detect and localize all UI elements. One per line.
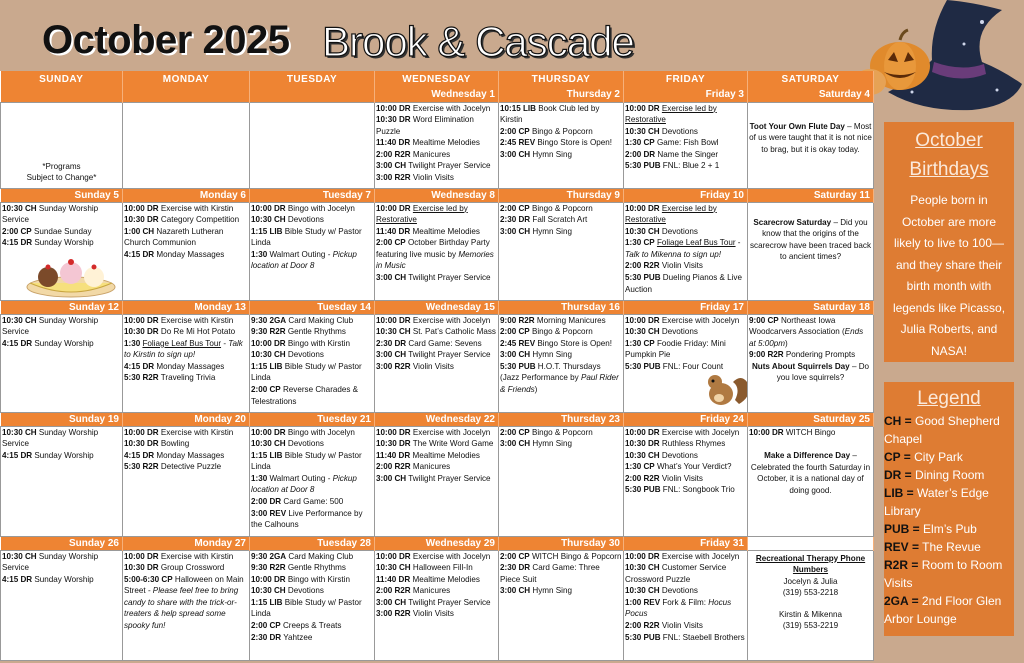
weekday-monday: MONDAY (123, 71, 250, 88)
day-cell-mon-27 (123, 550, 250, 660)
event: 10:30 CH Sunday Worship Service (2, 427, 99, 449)
week-4-content-row (1, 426, 874, 536)
date-label: Tuesday 14 (250, 300, 375, 314)
event: 3:00 CH Hymn Sing (500, 586, 572, 596)
week-3-content-row (1, 314, 874, 412)
day-cell-sat-25 (748, 426, 874, 536)
event: 5:30 PUB FNL: Blue 2 + 1 (625, 161, 720, 171)
date-label: Tuesday 7 (250, 188, 375, 202)
legend-item: CH = Good Shepherd Chapel (884, 414, 1000, 446)
witch-hat-pumpkin-decoration (852, 0, 1024, 118)
date-label: Wednesday 8 (375, 188, 499, 202)
event: 1:30 Walmart Outing - Pickup location at Door 8 (251, 473, 357, 495)
event: 2:00 CP Bingo & Popcorn (500, 427, 593, 437)
date-label: Sunday 19 (1, 412, 123, 426)
day-cell-wed-29 (375, 550, 499, 660)
event: 9:30 R2R Gentle Rhythms (251, 563, 346, 573)
event: 2:00 CP WITCH Bingo & Popcorn (500, 551, 622, 561)
event: 3:00 R2R Violin Visits (376, 609, 454, 619)
day-cell-mon-20 (123, 426, 250, 536)
date-label (250, 88, 375, 102)
week-2-date-row (1, 188, 874, 202)
day-cell-thu-9 (499, 202, 624, 300)
legend-title: Legend (917, 388, 981, 409)
day-cell-fri-24 (624, 426, 748, 536)
event: 10:30 DR Category Competition (124, 215, 240, 225)
event: 10:00 DR Bingo with Kirstin (251, 338, 350, 348)
day-cell-tue-28 (250, 550, 375, 660)
event: 9:00 CP Northeast Iowa Woodcarvers Association (Ends at 5:00pm) (749, 315, 864, 348)
event: 2:00 CP Reverse Charades & Telestrations (251, 385, 359, 406)
event: 10:30 DR Do Re Mi Hot Potato (124, 327, 236, 337)
event: 9:30 2GA Card Making Club (251, 315, 354, 325)
date-label: Sunday 5 (1, 188, 123, 202)
event: 10:15 LIB Book Club led by Kirstin (500, 103, 600, 125)
event: 2:00 R2R Violin Visits (625, 261, 703, 271)
event: 1:00 REV Fork & Film: Hocus Pocus (625, 597, 732, 619)
date-label: Friday 17 (624, 300, 748, 314)
week-5-content-row (1, 550, 874, 660)
legend-item: R2R = Room to Room Visits (884, 558, 1003, 590)
banana-split-sundae-icon (24, 253, 118, 299)
event: 3:00 CH Twilight Prayer Service (376, 597, 491, 607)
event: 10:30 CH Devotions (251, 586, 324, 596)
event: 10:00 DR Bingo with Jocelyn (251, 427, 355, 437)
day-cell-empty (250, 102, 375, 188)
day-cell-mon-6 (123, 202, 250, 300)
day-cell-fri-10 (624, 202, 748, 300)
date-label: Thursday 16 (499, 300, 624, 314)
date-label: Saturday 25 (748, 412, 874, 426)
calendar-grid (0, 71, 874, 661)
event: 4:15 DR Sunday Worship (2, 574, 94, 584)
legend-item: LIB = Water’s Edge Library (884, 486, 989, 518)
event: 10:30 CH Devotions (625, 586, 698, 596)
date-label: Saturday 11 (748, 188, 874, 202)
event: 10:00 DR Bingo with Kirstin (251, 574, 350, 584)
event: 10:00 DR Exercise with Jocelyn (625, 427, 740, 437)
weekday-wednesday: WEDNESDAY (375, 71, 499, 88)
event: 10:00 DR Exercise with Kirstin (124, 315, 234, 325)
event: 10:30 DR The Write Word Game (376, 439, 494, 449)
event: 11:40 DR Mealtime Melodies (376, 138, 480, 148)
date-label: Friday 10 (624, 188, 748, 202)
event: 10:00 DR Exercise with Kirstin (124, 427, 234, 437)
day-cell-thu-16 (499, 314, 624, 412)
event: 10:30 CH Customer Service Crossword Puzzle (625, 563, 727, 584)
event: 4:15 DR Monday Massages (124, 450, 225, 460)
event: 1:15 LIB Bible Study w/ Pastor Linda (251, 450, 362, 472)
weekday-friday: FRIDAY (624, 71, 748, 88)
date-label: Friday 3 (624, 88, 748, 102)
birthdays-title: October Birthdays (909, 130, 989, 180)
day-cell-wed-22 (375, 426, 499, 536)
day-cell-sun-19 (1, 426, 123, 536)
date-label: Tuesday 21 (250, 412, 375, 426)
event: 3:00 CH Twilight Prayer Service (376, 350, 491, 360)
date-label (123, 88, 250, 102)
event: 10:00 DR Exercise led by Restorative (625, 103, 717, 125)
event: 2:45 REV Bingo Store is Open! (500, 138, 613, 148)
day-cell-empty (123, 102, 250, 188)
event: 10:00 DR Exercise with Kirstin (124, 551, 234, 561)
day-cell-thu-2 (499, 102, 624, 188)
event: 5:30 R2R Traveling Trivia (124, 373, 216, 383)
contact-names: Jocelyn & Julia (783, 576, 838, 586)
event: 5:30 PUB Dueling Pianos & Live Auction (625, 273, 742, 294)
event: 10:00 DR Exercise with Jocelyn (625, 315, 740, 325)
event: 4:15 DR Sunday Worship (2, 238, 94, 248)
day-cell-tue-21 (250, 426, 375, 536)
therapy-phone-numbers (748, 550, 874, 660)
legend-item: PUB = Elm’s Pub (884, 522, 977, 536)
event: 9:00 R2R Morning Manicures (500, 315, 606, 325)
event: 1:30 CP Foliage Leaf Bus Tour - Talk to Mikenna to sign up! (625, 238, 741, 259)
event: 3:00 CH Hymn Sing (500, 439, 572, 449)
event: 11:40 DR Mealtime Melodies (376, 226, 480, 236)
event: 11:40 DR Mealtime Melodies (376, 574, 480, 584)
day-cell-wed-15 (375, 314, 499, 412)
event: 3:00 CH Twilight Prayer Service (376, 473, 491, 483)
week-5-date-row (1, 536, 874, 550)
date-label: Monday 20 (123, 412, 250, 426)
date-label: Thursday 9 (499, 188, 624, 202)
event: 9:00 R2R Pondering Prompts (749, 350, 856, 360)
event: 3:00 CH Twilight Prayer Service (376, 273, 491, 283)
special-day-note: Toot Your Own Flute Day – Most of us were taught that it is not nice to brag, but it is okay today. (749, 121, 872, 154)
event: 1:00 CH Nazareth Lutheran Church Communion (124, 226, 224, 248)
contact-names: Kirstin & Mikenna (779, 609, 842, 619)
event: 10:00 DR Exercise with Jocelyn (376, 551, 491, 561)
week-1-content-row (1, 102, 874, 188)
event: 1:15 LIB Bible Study w/ Pastor Linda (251, 226, 362, 248)
date-label (748, 536, 874, 550)
event: 2:00 CP Bingo & Popcorn (500, 126, 593, 136)
event: 1:30 Walmart Outing - Pickup location at Door 8 (251, 249, 357, 271)
event: 4:15 DR Monday Massages (124, 361, 225, 371)
event: 10:00 DR Exercise with Jocelyn (376, 103, 491, 113)
day-cell-sun-12 (1, 314, 123, 412)
day-cell-sat-11 (748, 202, 874, 300)
event: 1:15 LIB Bible Study w/ Pastor Linda (251, 361, 362, 383)
programs-note: *Programs Subject to Change* (26, 161, 97, 183)
event: 10:00 DR Exercise with Jocelyn (625, 551, 740, 561)
event: 1:30 CP Foodie Friday: Mini Pumpkin Pie (625, 338, 726, 360)
calendar-month-title: October 2025 (42, 18, 290, 62)
event: 10:30 DR Bowling (124, 439, 190, 449)
weekday-sunday: SUNDAY (1, 71, 123, 88)
day-cell-tue-7 (250, 202, 375, 300)
date-label: Tuesday 28 (250, 536, 375, 550)
event: 3:00 CH Twilight Prayer Service (376, 161, 491, 171)
date-label: Wednesday 1 (375, 88, 499, 102)
week-1-date-row (1, 88, 874, 102)
weekday-header-row (1, 71, 874, 88)
legend-item: CP = City Park (884, 450, 963, 464)
event: 10:30 CH Devotions (625, 450, 698, 460)
date-label: Wednesday 15 (375, 300, 499, 314)
event: 10:00 DR WITCH Bingo (749, 427, 836, 437)
date-label: Thursday 30 (499, 536, 624, 550)
phone-number: (319) 553-2219 (782, 621, 839, 631)
phone-number: (319) 553-2218 (782, 588, 839, 598)
event: 2:30 DR Yahtzee (251, 632, 313, 642)
week-3-date-row (1, 300, 874, 314)
event: 10:30 CH Devotions (251, 215, 324, 225)
event: 2:00 R2R Violin Visits (625, 621, 703, 631)
day-cell-thu-23 (499, 426, 624, 536)
event: 4:15 DR Sunday Worship (2, 338, 94, 348)
date-label: Saturday 18 (748, 300, 874, 314)
date-label: Friday 31 (624, 536, 748, 550)
day-cell-empty (1, 102, 123, 188)
event: 2:00 CP Sundae Sunday (2, 226, 92, 236)
date-label: Sunday 26 (1, 536, 123, 550)
date-label: Monday 13 (123, 300, 250, 314)
event: 3:00 CH Hymn Sing (500, 350, 572, 360)
event: 2:00 R2R Manicures (376, 586, 451, 596)
event: 10:30 DR Group Crossword (124, 563, 225, 573)
special-day-note: Scarecrow Saturday – Did you know that the origins of the scarecrow have been traced back to ancient times? (749, 217, 872, 262)
event: 10:30 CH Devotions (251, 439, 324, 449)
event: 4:15 DR Monday Massages (124, 249, 225, 259)
event: 5:30 PUB FNL: Staebell Brothers (625, 632, 745, 642)
event: 10:30 DR Ruthless Rhymes (625, 439, 726, 449)
event: 10:00 DR Exercise with Jocelyn (376, 427, 491, 437)
event: 2:45 REV Bingo Store is Open! (500, 338, 613, 348)
event: 10:30 CH Sunday Worship Service (2, 203, 99, 225)
event: 4:15 DR Sunday Worship (2, 450, 94, 460)
event: 2:00 CP Bingo & Popcorn (500, 203, 593, 213)
week-2-content-row (1, 202, 874, 300)
event: 10:30 CH Halloween Fill-In (376, 563, 473, 573)
weekday-tuesday: TUESDAY (250, 71, 375, 88)
event: 5:30 PUB FNL: Four Count (625, 361, 724, 371)
event: 10:30 CH St. Pat’s Catholic Mass (376, 327, 496, 337)
event: 10:30 CH Sunday Worship Service (2, 315, 99, 337)
day-cell-tue-14 (250, 314, 375, 412)
day-cell-sun-26 (1, 550, 123, 660)
event: 1:30 CP Game: Fish Bowl (625, 138, 719, 148)
day-cell-sun-5 (1, 202, 123, 300)
date-label: Wednesday 22 (375, 412, 499, 426)
event: 10:30 DR Word Elimination Puzzle (376, 115, 474, 136)
event: 1:30 Foliage Leaf Bus Tour - Talk to Kirstin to sign up! (124, 338, 243, 360)
event: 2:30 DR Card Game: Three Piece Suit (500, 563, 600, 584)
event: 5:30 PUB H.O.T. Thursdays (Jazz Performance by Paul Rider & Friends) (500, 361, 619, 395)
event: 3:00 CH Hymn Sing (500, 226, 572, 236)
day-cell-fri-31 (624, 550, 748, 660)
event: 10:00 DR Bingo with Jocelyn (251, 203, 355, 213)
event: 2:00 R2R Violin Visits (625, 473, 703, 483)
event: 10:30 CH Sunday Worship Service (2, 551, 99, 573)
event: 2:00 CP October Birthday Party featuring live music by Memories in Music (376, 238, 494, 271)
date-label: Friday 24 (624, 412, 748, 426)
event: 10:00 DR Exercise led by Restorative (376, 203, 468, 225)
event: 2:00 R2R Manicures (376, 462, 451, 472)
date-label: Monday 6 (123, 188, 250, 202)
event: 10:30 CH Devotions (625, 226, 698, 236)
date-label: Monday 27 (123, 536, 250, 550)
event: 2:00 CP Bingo & Popcorn (500, 327, 593, 337)
event: 10:00 DR Exercise with Kirstin (124, 203, 234, 213)
event: 3:00 CH Hymn Sing (500, 149, 572, 159)
special-day-note: Nuts About Squirrels Day – Do you love squirrels? (751, 361, 870, 383)
event: 10:00 DR Exercise with Jocelyn (376, 315, 491, 325)
event: 9:30 2GA Card Making Club (251, 551, 354, 561)
weekday-thursday: THURSDAY (499, 71, 624, 88)
event: 1:30 CP What’s Your Verdict? (625, 462, 732, 472)
event: 5:00-6:30 CP Halloween on Main Street - Please feel free to bring candy to share with the trick-or-treaters & help spread some spooky fun! (124, 574, 244, 631)
community-name: Brook & Cascade (322, 18, 634, 65)
event: 2:00 CP Creeps & Treats (251, 621, 342, 631)
day-cell-wed-8 (375, 202, 499, 300)
day-cell-fri-3 (624, 102, 748, 188)
event: 2:00 DR Card Game: 500 (251, 497, 344, 507)
event: 10:30 CH Devotions (251, 350, 324, 360)
october-birthdays-panel (884, 122, 1014, 362)
event: 3:00 REV Live Performance by the Calhouns (251, 508, 363, 530)
event: 10:30 CH Devotions (625, 327, 698, 337)
event: 3:00 R2R Violin Visits (376, 361, 454, 371)
week-4-date-row (1, 412, 874, 426)
event: 3:00 R2R Violin Visits (376, 173, 454, 183)
legend-item: DR = Dining Room (884, 468, 985, 482)
special-day-note: Make a Difference Day – Celebrated the fourth Saturday in October, it is a national day of doing good. (750, 451, 871, 495)
event: 2:00 R2R Manicures (376, 149, 451, 159)
day-cell-sat-18 (748, 314, 874, 412)
date-label: Thursday 2 (499, 88, 624, 102)
event: 2:30 DR Card Game: Sevens (376, 338, 482, 348)
event: 9:30 R2R Gentle Rhythms (251, 327, 346, 337)
event: 1:15 LIB Bible Study w/ Pastor Linda (251, 597, 362, 619)
legend-item: 2GA = 2nd Floor Glen Arbor Lounge (884, 594, 1002, 626)
weekday-saturday: SATURDAY (748, 71, 874, 88)
event: 10:00 DR Exercise led by Restorative (625, 203, 717, 225)
date-label (1, 88, 123, 102)
date-label: Thursday 23 (499, 412, 624, 426)
day-cell-sat-4 (748, 102, 874, 188)
event: 2:30 DR Fall Scratch Art (500, 215, 588, 225)
phone-numbers-title: Recreational Therapy Phone Numbers (755, 553, 866, 575)
day-cell-fri-17 (624, 314, 748, 412)
event: 5:30 PUB FNL: Songbook Trio (625, 485, 735, 495)
birthdays-text: People born in October are more likely to live to 100—and they share their birth month with legends like Picasso, Julia Roberts, and NASA! (892, 193, 1006, 358)
date-label: Sunday 12 (1, 300, 123, 314)
event: 10:30 CH Devotions (625, 126, 698, 136)
event: 5:30 R2R Detective Puzzle (124, 462, 222, 472)
day-cell-thu-30 (499, 550, 624, 660)
date-label: Saturday 4 (748, 88, 874, 102)
day-cell-mon-13 (123, 314, 250, 412)
event: 11:40 DR Mealtime Melodies (376, 450, 480, 460)
event: 2:00 DR Name the Singer (625, 149, 719, 159)
legend-panel (884, 382, 1014, 636)
day-cell-wed-1 (375, 102, 499, 188)
legend-item: REV = The Revue (884, 540, 981, 554)
date-label: Wednesday 29 (375, 536, 499, 550)
squirrel-icon (695, 374, 748, 406)
